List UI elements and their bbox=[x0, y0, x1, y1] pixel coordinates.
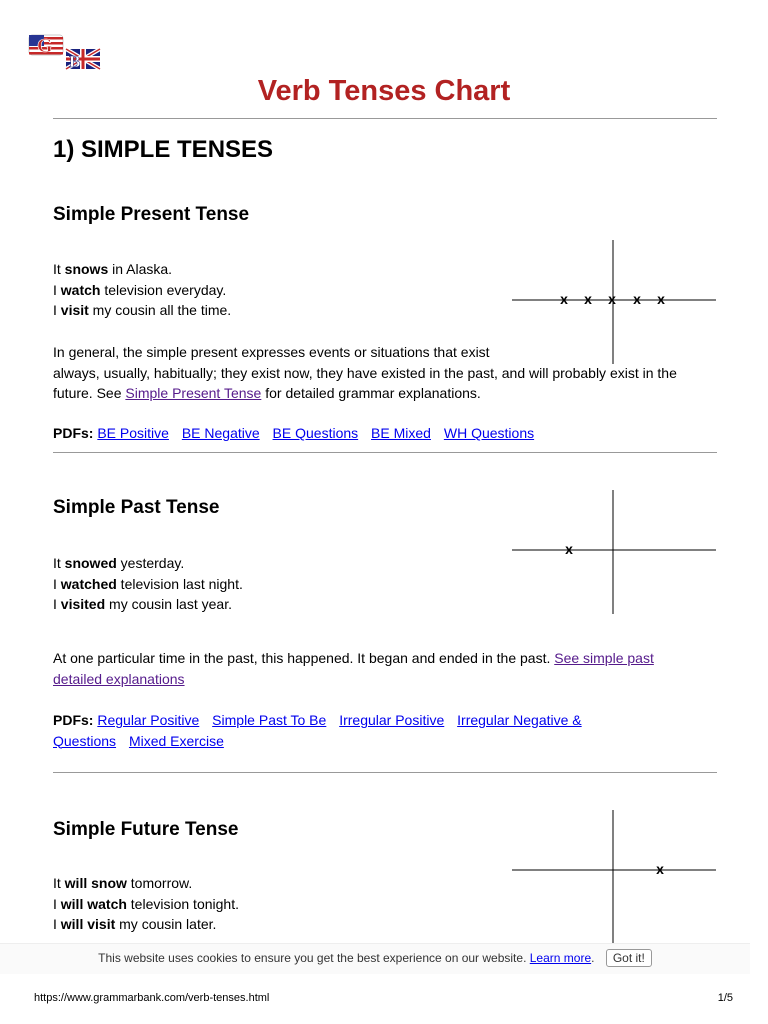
pdf-link[interactable]: Irregular Positive bbox=[339, 712, 445, 728]
example-line: It snows in Alaska. bbox=[53, 261, 173, 277]
pdf-link[interactable]: Regular Positive bbox=[97, 712, 200, 728]
pdf-link[interactable]: BE Negative bbox=[181, 425, 260, 441]
simple-present-link[interactable]: Simple Present Tense bbox=[125, 385, 262, 401]
simple-past-link[interactable]: See simple past bbox=[554, 650, 654, 666]
example-line: I watch television everyday. bbox=[53, 281, 227, 298]
simple-past-description: At one particular time in the past, this happened. It began and ended in the past. See simple past detailed explanations bbox=[53, 650, 654, 687]
learn-more-link[interactable]: Learn more bbox=[529, 951, 592, 965]
grammarbank-logo[interactable] bbox=[28, 33, 102, 71]
example-line: I visit my cousin all the time. bbox=[53, 302, 232, 318]
uk-flag-icon bbox=[66, 49, 100, 71]
simple-future-heading: Simple Future Tense bbox=[53, 819, 239, 840]
example-line: I will visit my cousin later. bbox=[53, 916, 217, 932]
example-line: It snowed yesterday. bbox=[53, 555, 185, 571]
example-line: It will snow tomorrow. bbox=[53, 875, 193, 891]
timeline-mark: x bbox=[584, 291, 592, 307]
timeline-mark: x bbox=[656, 861, 664, 877]
simple-present-description: In general, the simple present expresses events or situations that exist always, usually, habitually; they exist now, they have existed in the past, and will probably exist in the future. See Simple Present Tense for detailed grammar explanations. bbox=[53, 344, 677, 401]
simple-future-examples bbox=[53, 873, 239, 935]
simple-future-timeline bbox=[512, 810, 716, 943]
timeline-mark: x bbox=[657, 291, 665, 307]
svg-text:B: B bbox=[69, 52, 81, 71]
us-flag-icon bbox=[29, 35, 63, 57]
svg-text:G: G bbox=[37, 35, 53, 57]
pdf-link[interactable]: Questions bbox=[53, 732, 117, 749]
simple-present-pdfs: PDFs: BE Positive BE Negative BE Questions BE Mixed WH Questions bbox=[53, 425, 535, 441]
page-number: 1/5 bbox=[717, 992, 733, 1004]
simple-past-examples bbox=[53, 553, 243, 615]
simple-past-link-continued[interactable]: detailed explanations bbox=[53, 670, 185, 687]
simple-past-heading: Simple Past Tense bbox=[53, 497, 220, 518]
example-line: I visited my cousin last year. bbox=[53, 596, 232, 612]
simple-present-heading: Simple Present Tense bbox=[53, 204, 250, 225]
cookie-banner: This website uses cookies to ensure you get the best experience on our website. Learn more. Got it! bbox=[0, 943, 750, 974]
example-line: I will watch television tonight. bbox=[53, 895, 239, 912]
page-url: https://www.grammarbank.com/verb-tenses.html bbox=[34, 992, 270, 1004]
pdf-link[interactable]: WH Questions bbox=[443, 425, 535, 441]
simple-present-examples bbox=[53, 259, 231, 321]
divider bbox=[53, 452, 717, 453]
example-line: I watched television last night. bbox=[53, 575, 243, 592]
pdf-link[interactable]: BE Questions bbox=[272, 425, 359, 441]
section-heading: 1) SIMPLE TENSES bbox=[53, 136, 274, 163]
pdf-link[interactable]: Simple Past To Be bbox=[212, 712, 327, 728]
pdf-link[interactable]: BE Positive bbox=[97, 425, 169, 441]
simple-past-timeline bbox=[512, 490, 716, 614]
page-title: Verb Tenses Chart bbox=[257, 75, 511, 107]
timeline-mark: x bbox=[633, 291, 641, 307]
cookie-message: This website uses cookies to ensure you get the best experience on our website. bbox=[98, 951, 527, 965]
pdf-link[interactable]: BE Mixed bbox=[371, 425, 431, 441]
pdf-link[interactable]: Irregular Negative & bbox=[457, 712, 582, 728]
divider bbox=[53, 772, 717, 773]
timeline-mark: x bbox=[608, 291, 616, 307]
simple-past-pdfs: PDFs: Regular Positive Simple Past To Be Irregular Positive Irregular Negative & Questions Mixed Exercise bbox=[53, 712, 582, 749]
pdf-link[interactable]: Mixed Exercise bbox=[128, 732, 224, 749]
timeline-mark: x bbox=[560, 291, 568, 307]
timeline-mark: x bbox=[565, 541, 573, 557]
divider bbox=[53, 118, 717, 119]
got-it-button[interactable]: Got it! bbox=[606, 949, 652, 967]
